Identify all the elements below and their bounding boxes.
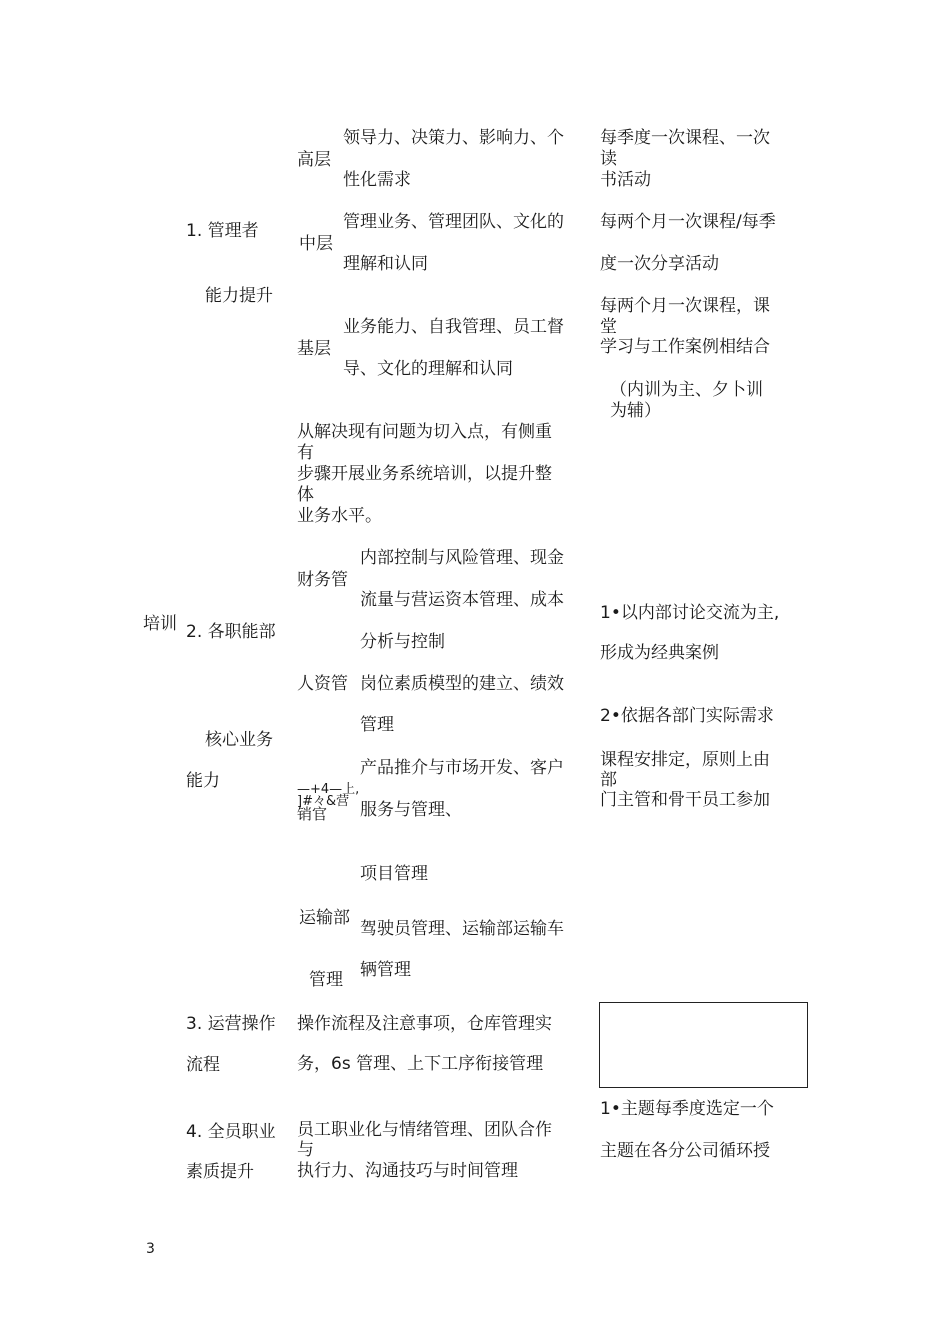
dept-finance-content-1: 内部控制与风险管理、现金 <box>360 548 564 568</box>
dept-finance-content-3: 分析与控制 <box>360 632 445 652</box>
section-4-content-3: 执行力、沟通技巧与时间管理 <box>297 1161 518 1181</box>
level-senior-schedule-3: 书活动 <box>600 170 651 190</box>
dept-finance-content-2: 流量与营运资本管理、成本 <box>360 590 564 610</box>
level-junior-schedule-3: 学习与工作案例相结合 <box>600 337 770 357</box>
dept-marketing-content-3: 项目管理 <box>360 864 428 884</box>
section-2-title-cont: 核心业务 <box>205 730 273 750</box>
level-middle-schedule-2: 度一次分享活动 <box>600 254 719 274</box>
section-3-content-2: 务，6s 管理、上下工序衔接管理 <box>297 1054 544 1074</box>
section-4-content-1: 员工职业化与情绪管理、团队合作 <box>297 1120 552 1140</box>
section-3-content-1: 操作流程及注意事项，仓库管理实 <box>297 1014 552 1034</box>
page-number: 3 <box>146 1241 155 1257</box>
level-senior-schedule-2: 读 <box>600 149 617 169</box>
level-junior-content-2: 导、文化的理解和认同 <box>343 359 513 379</box>
level-junior-content-1: 业务能力、自我管理、员工督 <box>343 317 564 337</box>
training-label: 培训 <box>143 614 177 634</box>
section-2-intro-2: 有 <box>297 443 314 463</box>
section-2-schedule-5: 部 <box>600 770 617 790</box>
section-2-schedule-1: 1•以内部讨论交流为主, <box>600 603 780 623</box>
dept-marketing-content-1: 产品推介与市场开发、客户 <box>360 758 564 778</box>
dept-marketing: 销官 <box>297 805 328 823</box>
section-2-intro-5: 业务水平。 <box>297 506 382 526</box>
section-2-intro-3: 步骤开展业务系统培训，以提升整 <box>297 464 552 484</box>
level-junior-schedule-1: 每两个月一次课程，课 <box>600 296 770 316</box>
level-senior-schedule-1: 每季度一次课程、一次 <box>600 128 770 148</box>
section-2-title-cont-2: 能力 <box>186 771 220 791</box>
empty-frame-box <box>599 1002 808 1088</box>
level-middle-content-1: 管理业务、管理团队、文化的 <box>343 212 564 232</box>
dept-marketing-content-2: 服务与管理、 <box>360 800 462 820</box>
section-1-title-cont: 能力提升 <box>205 286 273 306</box>
dept-transport-content-2: 辆管理 <box>360 960 411 980</box>
section-3-title: 3. 运营操作 <box>186 1014 276 1034</box>
level-senior-content-2: 性化需求 <box>343 170 411 190</box>
training-note-1: （内训为主、夕卜训 <box>610 380 763 400</box>
section-2-intro-4: 体 <box>297 485 314 505</box>
section-2-intro-1: 从解决现有问题为切入点，有侧重 <box>297 422 552 442</box>
dept-marketing-garbled-2: ]#々&营 <box>297 794 350 809</box>
section-1-title: 1. 管理者 <box>186 221 259 241</box>
section-2-schedule-3: 2•依据各部门实际需求 <box>600 706 774 726</box>
dept-hr-content-1: 岗位素质模型的建立、绩效 <box>360 674 564 694</box>
section-2-title: 2. 各职能部 <box>186 622 276 642</box>
section-2-schedule-2: 形成为经典案例 <box>600 643 719 663</box>
level-middle-content-2: 理解和认同 <box>343 254 428 274</box>
dept-hr: 人资管 <box>297 674 348 694</box>
dept-transport-cont: 管理 <box>309 970 343 990</box>
section-2-schedule-6: 门主管和骨干员工参加 <box>600 790 770 810</box>
dept-finance: 财务管 <box>297 570 348 590</box>
section-4-title-cont: 素质提升 <box>186 1162 254 1182</box>
section-4-title: 4. 全员职业 <box>186 1122 276 1142</box>
level-middle-schedule-1: 每两个月一次课程/每季 <box>600 212 776 232</box>
section-2-schedule-4: 课程安排定，原则上由 <box>600 750 770 770</box>
dept-transport-content-1: 驾驶员管理、运输部运输车 <box>360 919 564 939</box>
level-junior-schedule-2: 堂 <box>600 317 617 337</box>
dept-transport: 运输部 <box>299 908 350 928</box>
level-senior: 高层 <box>297 150 331 170</box>
dept-hr-content-2: 管理 <box>360 715 394 735</box>
dept-marketing-garbled-1: —+4—上, <box>297 782 360 797</box>
training-note-2: 为辅） <box>610 401 661 421</box>
level-junior: 基层 <box>297 339 331 359</box>
section-4-schedule-1: 1•主题每季度选定一个 <box>600 1099 774 1119</box>
level-middle: 中层 <box>299 234 333 254</box>
section-3-title-cont: 流程 <box>186 1055 220 1075</box>
section-4-schedule-2: 主题在各分公司循环授 <box>600 1141 770 1161</box>
section-4-content-2: 与 <box>297 1140 314 1160</box>
level-senior-content-1: 领导力、决策力、影响力、个 <box>343 128 564 148</box>
